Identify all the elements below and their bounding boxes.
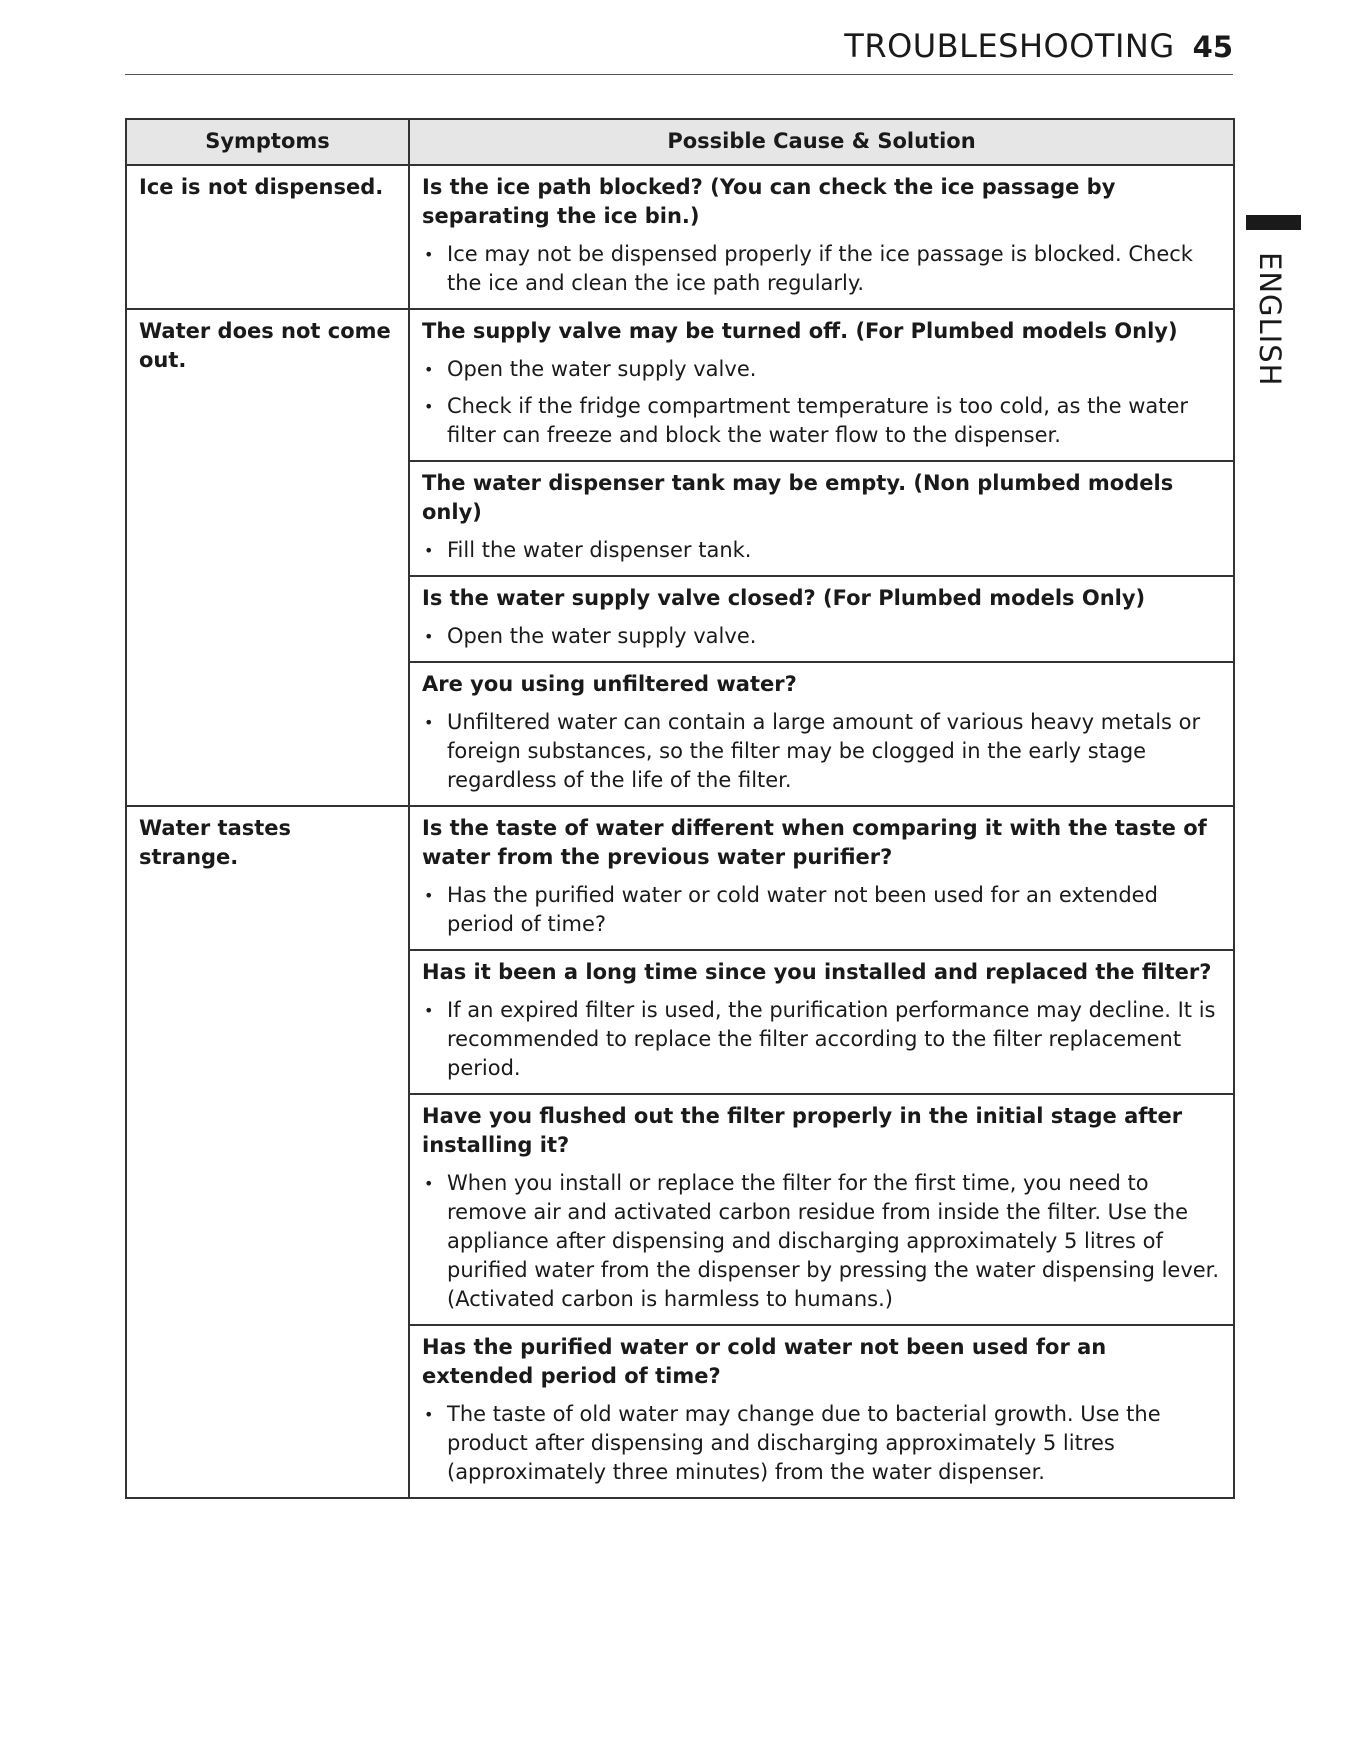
solution-item: • Check if the fridge compartment temperature is too cold, as the water filter can freeze and block the water flow to the dispenser.: [422, 392, 1221, 450]
header-cause-solution: Possible Cause & Solution: [409, 119, 1234, 165]
cause-title: Have you flushed out the filter properly in the initial stage after installing it?: [422, 1104, 1183, 1157]
page-header: [125, 20, 1233, 75]
solution-item: • Fill the water dispenser tank.: [422, 536, 1221, 565]
solution-list: [422, 996, 1221, 1083]
cause-title: Is the ice path blocked? (You can check the ice passage by separating the ice bin.): [422, 175, 1116, 228]
language-tab-marker: [1246, 215, 1301, 230]
solution-list: [422, 536, 1221, 565]
section-title: TROUBLESHOOTING: [844, 27, 1175, 65]
solution-item: • Open the water supply valve.: [422, 622, 1221, 651]
cause-solution-cell: [409, 806, 1234, 950]
language-tab-label: ENGLISH: [1253, 252, 1287, 387]
table-row: [126, 309, 1234, 461]
cause-title: Are you using unfiltered water?: [422, 672, 797, 696]
solution-item: • Open the water supply valve.: [422, 355, 1221, 384]
page-number: 45: [1192, 30, 1233, 64]
cause-solution-cell: [409, 461, 1234, 576]
symptom-cell: Water does not come out.: [126, 309, 409, 806]
cause-title: The water dispenser tank may be empty. (Non plumbed models only): [422, 471, 1174, 524]
solution-list: [422, 1169, 1221, 1314]
cause-solution-cell: [409, 1094, 1234, 1325]
cause-solution-cell: [409, 165, 1234, 309]
solution-item: • If an expired filter is used, the purification performance may decline. It is recommended to replace the filter according to the filter replacement period.: [422, 996, 1221, 1083]
solution-list: [422, 708, 1221, 795]
table-header-row: [126, 119, 1234, 165]
solution-list: [422, 355, 1221, 450]
symptom-cell: Ice is not dispensed.: [126, 165, 409, 309]
solution-item: • Ice may not be dispensed properly if the ice passage is blocked. Check the ice and clean the ice path regularly.: [422, 240, 1221, 298]
cause-title: Has the purified water or cold water not been used for an extended period of time?: [422, 1335, 1107, 1388]
solution-item: • Unfiltered water can contain a large amount of various heavy metals or foreign substances, so the filter may be clogged in the early stage regardless of the life of the filter.: [422, 708, 1221, 795]
table-row: [126, 806, 1234, 950]
solution-item: • The taste of old water may change due to bacterial growth. Use the product after dispensing and discharging approximately 5 litres (approximately three minutes) from the water dispenser.: [422, 1400, 1221, 1487]
cause-solution-cell: [409, 1325, 1234, 1498]
cause-title: Has it been a long time since you installed and replaced the filter?: [422, 960, 1212, 984]
header-symptoms: Symptoms: [126, 119, 409, 165]
symptom-cell: Water tastes strange.: [126, 806, 409, 1498]
table-row: [126, 165, 1234, 309]
table-body: [126, 165, 1234, 1498]
cause-solution-cell: [409, 309, 1234, 461]
solution-list: [422, 1400, 1221, 1487]
cause-title: Is the water supply valve closed? (For Plumbed models Only): [422, 586, 1146, 610]
solution-list: [422, 622, 1221, 651]
cause-solution-cell: [409, 662, 1234, 806]
cause-solution-cell: [409, 950, 1234, 1094]
solution-list: [422, 240, 1221, 298]
cause-title: The supply valve may be turned off. (For Plumbed models Only): [422, 319, 1178, 343]
troubleshooting-table: [125, 118, 1235, 1499]
solution-item: • Has the purified water or cold water not been used for an extended period of time?: [422, 881, 1221, 939]
solution-list: [422, 881, 1221, 939]
cause-title: Is the taste of water different when comparing it with the taste of water from the previous water purifier?: [422, 816, 1207, 869]
solution-item: • When you install or replace the filter for the first time, you need to remove air and activated carbon residue from inside the filter. Use the appliance after dispensing and discharging approximately 5 litres of purified water from the dispenser by pressing the water dispensing lever. (Activated carbon is harmless to humans.): [422, 1169, 1221, 1314]
cause-solution-cell: [409, 576, 1234, 662]
